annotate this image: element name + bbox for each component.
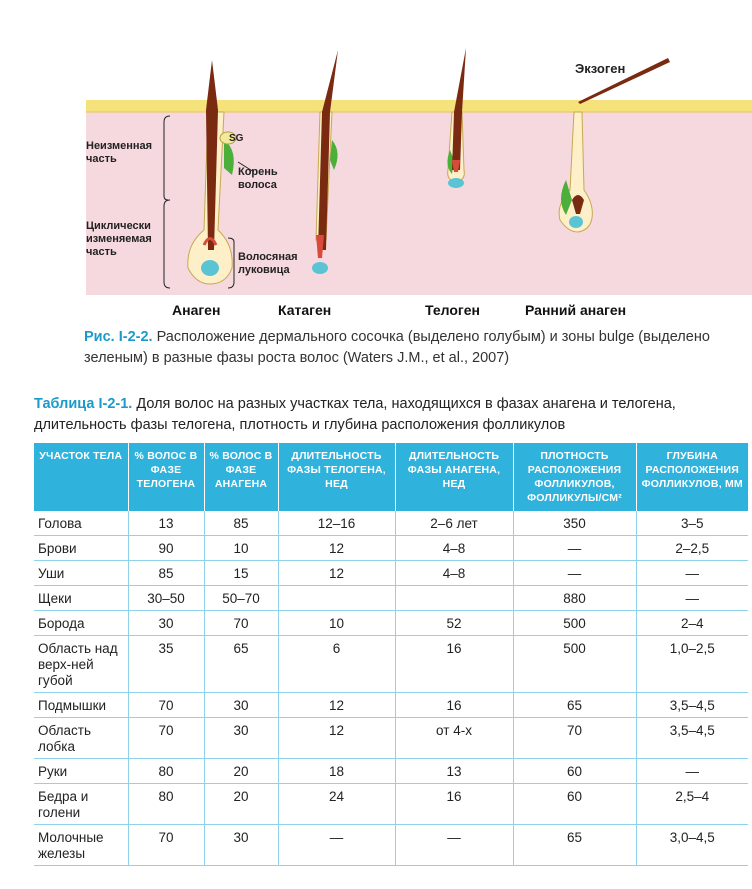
cell-region: Голова: [34, 511, 128, 536]
cell-anagen-duration: 4–8: [395, 536, 513, 561]
header-follicle-density: ПЛОТНОСТЬ РАСПОЛОЖЕНИЯ ФОЛЛИКУЛОВ, ФОЛЛИКУЛЫ/СМ²: [513, 443, 636, 511]
header-telogen-duration: ДЛИТЕЛЬНОСТЬ ФАЗЫ ТЕЛОГЕНА, НЕД: [278, 443, 395, 511]
table-body: [34, 511, 748, 866]
cell-telogen-percent: 80: [128, 784, 204, 825]
cell-follicle-depth: 2,5–4: [636, 784, 748, 825]
cell-region: Подмышки: [34, 693, 128, 718]
header-follicle-depth: ГЛУБИНА РАСПОЛОЖЕНИЯ ФОЛЛИКУЛОВ, ММ: [636, 443, 748, 511]
cell-follicle-depth: 3,5–4,5: [636, 693, 748, 718]
table-row: [34, 693, 748, 718]
cell-anagen-percent: 30: [204, 693, 278, 718]
catagen-papilla: [312, 262, 328, 274]
hair-data-table: [34, 443, 748, 866]
phase-label-catagen: Катаген: [278, 302, 332, 318]
table-row: [34, 636, 748, 693]
cell-anagen-duration: [395, 586, 513, 611]
anagen-papilla: [201, 260, 219, 276]
cell-telogen-percent: 80: [128, 759, 204, 784]
label-hair-bulb: Волосяная луковица: [238, 251, 298, 276]
cell-anagen-percent: 20: [204, 759, 278, 784]
cell-region: Область лобка: [34, 718, 128, 759]
cell-telogen-duration: 12: [278, 718, 395, 759]
cell-anagen-duration: 16: [395, 784, 513, 825]
cell-follicle-density: —: [513, 536, 636, 561]
cell-follicle-depth: 3–5: [636, 511, 748, 536]
cell-telogen-duration: 10: [278, 611, 395, 636]
cell-follicle-density: 350: [513, 511, 636, 536]
cell-follicle-density: 500: [513, 636, 636, 693]
header-anagen-percent: % ВОЛОС В ФАЗЕ АНАГЕНА: [204, 443, 278, 511]
phase-label-anagen: Анаген: [172, 302, 221, 318]
cell-telogen-percent: 30: [128, 611, 204, 636]
cell-telogen-percent: 13: [128, 511, 204, 536]
header-telogen-percent: % ВОЛОС В ФАЗЕ ТЕЛОГЕНА: [128, 443, 204, 511]
cell-region: Уши: [34, 561, 128, 586]
table-row: [34, 718, 748, 759]
cell-telogen-duration: 12: [278, 536, 395, 561]
cell-telogen-percent: 85: [128, 561, 204, 586]
cell-telogen-percent: 90: [128, 536, 204, 561]
cell-telogen-percent: 70: [128, 693, 204, 718]
early-anagen-papilla: [569, 216, 583, 228]
cell-region: Щеки: [34, 586, 128, 611]
cell-telogen-percent: 30–50: [128, 586, 204, 611]
cell-region: Борода: [34, 611, 128, 636]
cell-anagen-percent: 10: [204, 536, 278, 561]
cell-telogen-percent: 70: [128, 825, 204, 866]
cell-follicle-density: 60: [513, 759, 636, 784]
cell-telogen-percent: 70: [128, 718, 204, 759]
label-cyclic-part: Циклически изменяемая часть: [86, 220, 152, 258]
header-region: УЧАСТОК ТЕЛА: [34, 443, 128, 511]
table-caption: [34, 394, 750, 436]
cell-telogen-duration: 6: [278, 636, 395, 693]
table-row: [34, 586, 748, 611]
cell-telogen-duration: 24: [278, 784, 395, 825]
cell-anagen-percent: 30: [204, 718, 278, 759]
table-row: [34, 759, 748, 784]
cell-follicle-depth: 1,0–2,5: [636, 636, 748, 693]
cell-anagen-duration: 13: [395, 759, 513, 784]
figure-caption: [84, 327, 744, 369]
table-caption-number: Таблица I-2-1.: [34, 396, 133, 412]
figure-caption-text: Расположение дермального сосочка (выделено голубым) и зоны bulge (выделено зеленым) в разные фазы роста волос (Waters J.M., et al., 2007): [84, 329, 710, 366]
cell-telogen-duration: 18: [278, 759, 395, 784]
label-exogen: Экзоген: [575, 61, 626, 76]
dermis-layer: [86, 110, 752, 295]
cell-anagen-duration: 2–6 лет: [395, 511, 513, 536]
cell-region: Брови: [34, 536, 128, 561]
cell-anagen-percent: 15: [204, 561, 278, 586]
cell-anagen-percent: 65: [204, 636, 278, 693]
hair-growth-figure: [0, 0, 752, 320]
cell-follicle-density: 70: [513, 718, 636, 759]
label-hair-root: Корень волоса: [238, 166, 278, 191]
cell-region: Руки: [34, 759, 128, 784]
cell-follicle-depth: 3,5–4,5: [636, 718, 748, 759]
cell-anagen-percent: 30: [204, 825, 278, 866]
cell-region: Молочные железы: [34, 825, 128, 866]
cell-anagen-duration: 16: [395, 636, 513, 693]
cell-anagen-percent: 70: [204, 611, 278, 636]
cell-anagen-duration: 52: [395, 611, 513, 636]
cell-follicle-depth: 3,0–4,5: [636, 825, 748, 866]
cell-anagen-duration: —: [395, 825, 513, 866]
cell-anagen-percent: 85: [204, 511, 278, 536]
label-unchanged-part: Неизменная часть: [86, 140, 153, 165]
cell-follicle-density: 65: [513, 693, 636, 718]
cell-follicle-density: —: [513, 561, 636, 586]
cell-follicle-depth: 2–4: [636, 611, 748, 636]
cell-telogen-duration: 12–16: [278, 511, 395, 536]
table-header-row: [34, 443, 748, 511]
cell-anagen-duration: 4–8: [395, 561, 513, 586]
table-caption-text: Доля волос на разных участках тела, находящихся в фазах анагена и телогена, длительность фазы телогена, плотность и глубина расположения фолликулов: [34, 396, 676, 433]
cell-follicle-density: 65: [513, 825, 636, 866]
phase-label-early-anagen: Ранний анаген: [525, 302, 627, 318]
cell-follicle-depth: —: [636, 586, 748, 611]
cell-anagen-percent: 20: [204, 784, 278, 825]
cell-follicle-density: 60: [513, 784, 636, 825]
table-row: [34, 611, 748, 636]
table-row: [34, 536, 748, 561]
cell-follicle-depth: —: [636, 561, 748, 586]
cell-telogen-duration: [278, 586, 395, 611]
cell-telogen-duration: 12: [278, 693, 395, 718]
phase-label-telogen: Телоген: [425, 302, 480, 318]
cell-region: Область над верх-ней губой: [34, 636, 128, 693]
cell-telogen-duration: 12: [278, 561, 395, 586]
cell-region: Бедра и голени: [34, 784, 128, 825]
label-sg: SG: [229, 133, 244, 144]
table-row: [34, 825, 748, 866]
cell-telogen-percent: 35: [128, 636, 204, 693]
cell-anagen-duration: 16: [395, 693, 513, 718]
telogen-papilla: [448, 178, 464, 188]
figure-caption-number: Рис. I-2-2.: [84, 329, 153, 345]
cell-follicle-depth: 2–2,5: [636, 536, 748, 561]
epidermis-layer: [86, 100, 752, 112]
table-row: [34, 511, 748, 536]
table-row: [34, 784, 748, 825]
cell-anagen-duration: от 4-х: [395, 718, 513, 759]
cell-anagen-percent: 50–70: [204, 586, 278, 611]
cell-telogen-duration: —: [278, 825, 395, 866]
cell-follicle-depth: —: [636, 759, 748, 784]
cell-follicle-density: 880: [513, 586, 636, 611]
cell-follicle-density: 500: [513, 611, 636, 636]
header-anagen-duration: ДЛИТЕЛЬНОСТЬ ФАЗЫ АНАГЕНА, НЕД: [395, 443, 513, 511]
table-row: [34, 561, 748, 586]
